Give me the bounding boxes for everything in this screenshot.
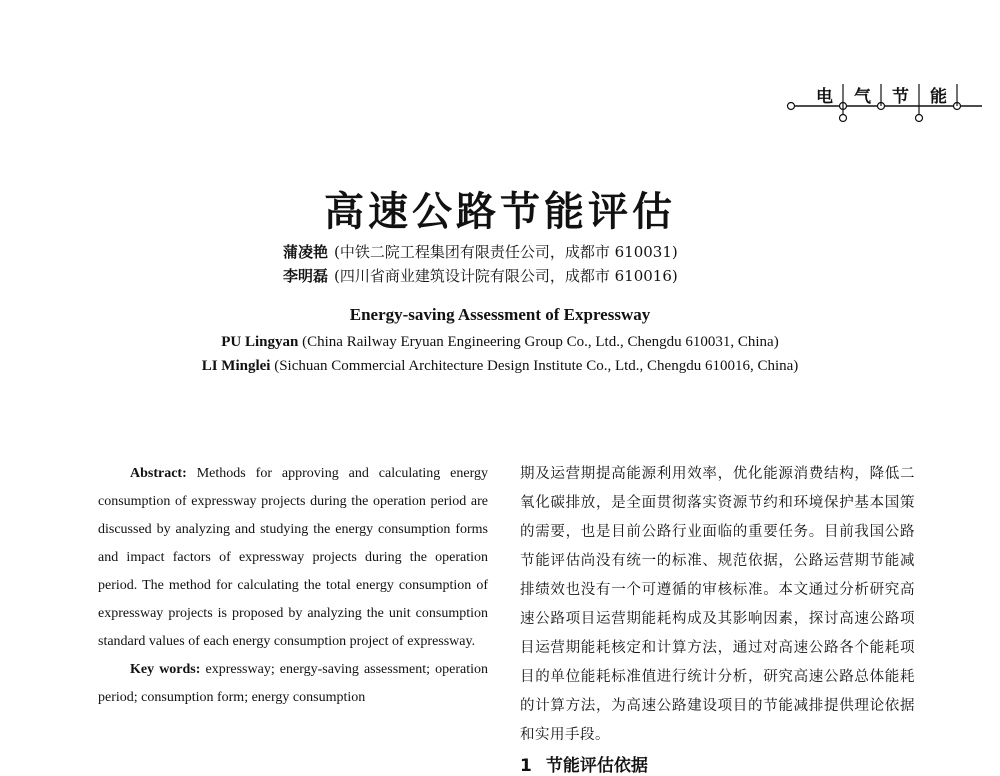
abstract-paragraph [98,460,488,656]
abstract-text: Methods for approving and calculating energy consumption of expressway projects during the operation period are discussed by analyzing and studying the energy consumption forms and impact factors of expressway projects during the operation period. The method for calculating the total energy consumption of expressway projects is proposed by analyzing the unit consumption standard values of each energy consumption project of expressway. [98,466,488,649]
intro-column [520,460,915,750]
english-title: Energy-saving Assessment of Expressway [349,305,651,324]
abstract-label: Abstract: [130,466,187,481]
abstract-column [98,460,488,712]
en-author-name: PU Lingyan [221,334,299,350]
en-author-line [0,358,1000,375]
keywords-paragraph [98,656,488,712]
en-author-affiliation: (Sichuan Commercial Architecture Design Institute Co., Ltd., Chengdu 610016, China) [274,358,799,374]
cn-author-affiliation: (四川省商业建筑设计院有限公司，成都市 610016) [334,267,678,285]
keywords-text: expressway; energy-saving assessment; operation period; consumption form; energy consumption [98,662,489,705]
en-author-affiliation: (China Railway Eryuan Engineering Group Co., Ltd., Chengdu 610031, China) [302,334,779,350]
en-author-line [0,334,1000,351]
en-author-name: LI Minglei [201,358,271,374]
page-title: 高速公路节能评估 [324,188,676,235]
section-title: 节能评估依据 [545,756,648,776]
keywords-label: Key words: [130,662,201,677]
badge-char: 节 [892,87,909,107]
cn-author-line [283,241,678,262]
cn-author-name: 蒲凌艳 [283,243,329,261]
section-badge [786,78,986,126]
section-number: 1 [520,756,532,776]
badge-char: 电 [816,87,833,107]
cn-author-name: 李明磊 [283,267,329,285]
section-heading [520,751,662,776]
intro-paragraph: 期及运营期提高能源利用效率，优化能源消费结构，降低二氧化碳排放，是全面贯彻落实资源节约和环境保护基本国策的需要，也是目前公路行业面临的重要任务。目前我国公路节能评估尚没有统一的标准、规范依据，公路运营期节能减排绩效也没有一个可遵循的审核标准。本文通过分析研究高速公路项目运营期能耗构成及其影响因素，探讨高速公路项目运营期能耗核定和计算方法，通过对高速公路各个能耗项目的单位能耗标准值进行统计分析，研究高速公路总体能耗的计算方法，为高速公路建设项目的节能减排提供理论依据和实用手段。 [520,466,915,743]
cn-author-line [283,265,678,286]
badge-char: 气 [854,87,871,107]
badge-char: 能 [930,87,947,107]
cn-author-affiliation: (中铁二院工程集团有限责任公司，成都市 610031) [334,243,678,261]
